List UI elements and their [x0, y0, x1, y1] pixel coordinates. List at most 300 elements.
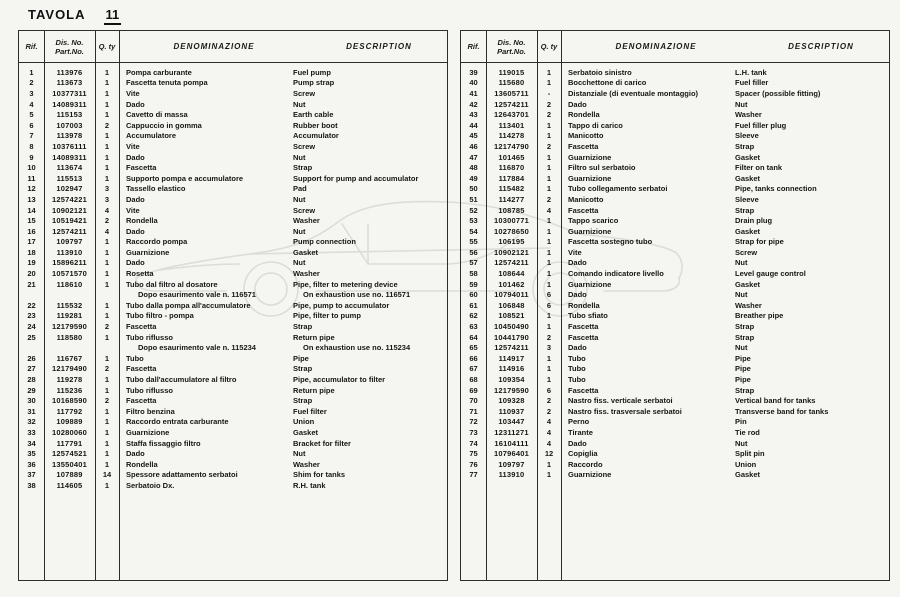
- page-number: 11: [104, 7, 122, 25]
- quantity: 1: [104, 152, 110, 162]
- description-text: Union: [293, 417, 315, 427]
- quantity: 6: [546, 290, 552, 300]
- ref-number: 25: [27, 332, 36, 342]
- col-header-qty: Q. ty: [98, 42, 116, 51]
- denominazione-text: Guarnizione: [568, 470, 612, 480]
- ref-number: 36: [27, 459, 36, 469]
- ref-number: 37: [27, 470, 36, 480]
- denominazione-text: Guarnizione: [568, 152, 612, 162]
- part-number: 117884: [498, 173, 525, 183]
- description-text: Nut: [293, 226, 306, 236]
- table-row: [19, 162, 447, 173]
- quantity: 1: [546, 67, 552, 77]
- quantity: 1: [104, 99, 110, 109]
- quantity: 1: [546, 78, 552, 88]
- denominazione-text: Comando indicatore livello: [568, 269, 664, 279]
- table-row: [19, 226, 447, 237]
- table-row: [461, 342, 889, 353]
- description-text: Gasket: [735, 152, 761, 162]
- part-number: 10902121: [52, 205, 87, 215]
- description-text: Nut: [735, 438, 748, 448]
- part-number: 109797: [56, 237, 83, 247]
- description-text: Washer: [293, 459, 320, 469]
- table-row: [461, 120, 889, 131]
- part-number: 12574211: [494, 343, 529, 353]
- table-row: [19, 205, 447, 216]
- part-number: 10794011: [494, 290, 529, 300]
- quantity: 1: [104, 385, 110, 395]
- quantity: 1: [104, 375, 110, 385]
- denominazione-text: Fascetta: [126, 163, 157, 173]
- part-number: 116767: [56, 353, 83, 363]
- ref-number: 1: [29, 67, 34, 77]
- ref-number: 24: [27, 322, 36, 332]
- ref-number: 15: [27, 216, 36, 226]
- description-text: Nut: [293, 258, 306, 268]
- table-row: [19, 247, 447, 258]
- ref-number: 41: [469, 88, 478, 98]
- denominazione-text: Bocchettone di carico: [568, 78, 647, 88]
- description-text: Tie rod: [735, 427, 760, 437]
- table-row: [461, 173, 889, 184]
- table-row: [19, 438, 447, 449]
- table-row: [461, 268, 889, 279]
- ref-number: 54: [469, 226, 478, 236]
- quantity: 14: [102, 470, 112, 480]
- description-text: Earth cable: [293, 110, 334, 120]
- ref-number: 71: [469, 406, 478, 416]
- column-divider: [561, 31, 562, 580]
- quantity: 1: [546, 364, 552, 374]
- quantity: 2: [546, 396, 552, 406]
- part-number: 106848: [498, 300, 525, 310]
- description-text: Washer: [293, 216, 320, 226]
- denominazione-text: Dado: [126, 194, 145, 204]
- description-note: On exhaustion use no. 116571: [303, 290, 411, 300]
- ref-number: 53: [469, 216, 478, 226]
- part-number: 12574211: [52, 226, 87, 236]
- part-number: 10376111: [52, 141, 87, 151]
- table-row: [461, 205, 889, 216]
- col-header-rif: Rif.: [467, 42, 480, 51]
- part-number: 103447: [498, 417, 525, 427]
- denominazione-text: Guarnizione: [568, 226, 612, 236]
- table-row: [461, 427, 889, 438]
- table-row: [461, 67, 889, 78]
- denominazione-text: Fascetta: [568, 385, 599, 395]
- table-row: [19, 141, 447, 152]
- table-row: [19, 311, 447, 322]
- parts-table-left: [18, 30, 448, 581]
- ref-number: 12: [27, 184, 36, 194]
- part-number: 114916: [498, 364, 525, 374]
- ref-number: 30: [27, 396, 36, 406]
- table-body: [19, 62, 447, 580]
- quantity: 1: [546, 131, 552, 141]
- quantity: 3: [104, 184, 110, 194]
- quantity: 1: [546, 311, 552, 321]
- quantity: 1: [546, 247, 552, 257]
- column-divider: [95, 31, 96, 580]
- quantity: 1: [104, 163, 110, 173]
- table-row: [461, 279, 889, 290]
- col-header-denominazione: DENOMINAZIONE: [173, 42, 255, 51]
- ref-number: 21: [27, 279, 36, 289]
- table-row: [461, 215, 889, 226]
- denominazione-text: Dado: [126, 258, 145, 268]
- table-row: [19, 215, 447, 226]
- denominazione-text: Fascetta: [126, 396, 157, 406]
- denominazione-text: Tubo sfiato: [568, 311, 608, 321]
- denominazione-text: Vite: [126, 205, 140, 215]
- part-number: 10168590: [52, 396, 87, 406]
- ref-number: 64: [469, 332, 478, 342]
- part-number: 114278: [498, 131, 525, 141]
- quantity: 1: [104, 427, 110, 437]
- denominazione-text: Tubo filtro - pompa: [126, 311, 194, 321]
- ref-number: 58: [469, 269, 478, 279]
- ref-number: 33: [27, 427, 36, 437]
- part-number: 114605: [56, 480, 83, 490]
- part-number: 10278650: [494, 226, 529, 236]
- ref-number: 7: [29, 131, 34, 141]
- part-number: 113673: [56, 78, 83, 88]
- part-number: 113976: [56, 67, 83, 77]
- column-divider: [44, 31, 45, 580]
- denominazione-text: Filtro benzina: [126, 406, 175, 416]
- description-text: Gasket: [735, 173, 761, 183]
- denominazione-text: Spessore adattamento serbatoi: [126, 470, 238, 480]
- description-text: Pipe, tanks connection: [735, 184, 817, 194]
- description-text: Pipe, filter to pump: [293, 311, 361, 321]
- quantity: 1: [104, 269, 110, 279]
- ref-number: 16: [27, 226, 36, 236]
- denominazione-text: Nastro fiss. verticale serbatoi: [568, 396, 673, 406]
- denominazione-text: Vite: [126, 88, 140, 98]
- denominazione-text: Dado: [126, 226, 145, 236]
- column-divider: [119, 31, 120, 580]
- description-text: Screw: [293, 205, 316, 215]
- part-number: 108644: [498, 269, 525, 279]
- part-number: 10450490: [494, 322, 529, 332]
- table-row: [19, 353, 447, 364]
- denominazione-text: Guarnizione: [568, 173, 612, 183]
- description-text: Pipe, accumulator to filter: [293, 375, 386, 385]
- description-text: Fuel filler plug: [735, 120, 787, 130]
- part-number: 109354: [498, 375, 525, 385]
- table-row: [19, 395, 447, 406]
- ref-number: 73: [469, 427, 478, 437]
- column-divider: [537, 31, 538, 580]
- table-row: [461, 237, 889, 248]
- ref-number: 8: [29, 141, 34, 151]
- denominazione-text: Fascetta: [568, 205, 599, 215]
- ref-number: 40: [469, 78, 478, 88]
- quantity: 1: [546, 216, 552, 226]
- ref-number: 68: [469, 375, 478, 385]
- quantity: 1: [104, 131, 110, 141]
- ref-number: 18: [27, 247, 36, 257]
- quantity: 12: [544, 449, 554, 459]
- denominazione-text: Supporto pompa e accumulatore: [126, 173, 244, 183]
- quantity: 1: [104, 449, 110, 459]
- description-text: Nut: [735, 290, 748, 300]
- col-header-part: Dis. No. Part.No.: [497, 37, 526, 56]
- description-text: Nut: [293, 152, 306, 162]
- denominazione-text: Staffa fissaggio filtro: [126, 438, 201, 448]
- table-row: [461, 448, 889, 459]
- ref-number: 62: [469, 311, 478, 321]
- description-text: R.H. tank: [293, 480, 326, 490]
- denominazione-text: Tassello elastico: [126, 184, 186, 194]
- part-number: 16104111: [494, 438, 529, 448]
- quantity: 1: [104, 258, 110, 268]
- denominazione-note: Dopo esaurimento vale n. 115234: [138, 343, 256, 353]
- quantity: 2: [546, 99, 552, 109]
- col-header-denominazione: DENOMINAZIONE: [615, 42, 697, 51]
- description-text: Level gauge control: [735, 269, 806, 279]
- table-header: [19, 31, 447, 63]
- table-row: [19, 268, 447, 279]
- denominazione-text: Cavetto di massa: [126, 110, 188, 120]
- ref-number: 39: [469, 67, 478, 77]
- part-number: 102947: [56, 184, 83, 194]
- quantity: 1: [104, 332, 110, 342]
- description-text: Nut: [735, 343, 748, 353]
- ref-number: 17: [27, 237, 36, 247]
- denominazione-text: Tubo collegamento serbatoi: [568, 184, 668, 194]
- denominazione-text: Tubo dalla pompa all'accumulatore: [126, 300, 251, 310]
- part-number: 101465: [498, 152, 525, 162]
- description-text: Filter on tank: [735, 163, 783, 173]
- ref-number: 60: [469, 290, 478, 300]
- part-number: 116870: [498, 163, 525, 173]
- table-row: [461, 470, 889, 481]
- page-title-label: TAVOLA: [28, 7, 86, 22]
- description-text: Strap: [735, 322, 755, 332]
- ref-number: 31: [27, 406, 36, 416]
- denominazione-text: Tubo dal filtro al dosatore: [126, 279, 218, 289]
- description-text: Screw: [293, 88, 316, 98]
- description-text: Pin: [735, 417, 747, 427]
- quantity: 1: [546, 353, 552, 363]
- table-row: [461, 364, 889, 375]
- table-row: [461, 311, 889, 322]
- denominazione-text: Raccordo entrata carburante: [126, 417, 229, 427]
- description-text: Strap: [293, 322, 313, 332]
- ref-number: 48: [469, 163, 478, 173]
- quantity: 1: [546, 258, 552, 268]
- part-number: 13605711: [494, 88, 529, 98]
- ref-number: 51: [469, 194, 478, 204]
- denominazione-text: Raccordo: [568, 459, 603, 469]
- ref-number: 72: [469, 417, 478, 427]
- ref-number: 63: [469, 322, 478, 332]
- quantity: 1: [546, 120, 552, 130]
- denominazione-text: Dado: [568, 343, 587, 353]
- quantity: 1: [546, 459, 552, 469]
- quantity: 1: [104, 279, 110, 289]
- table-row: [19, 321, 447, 332]
- col-header-description: DESCRIPTION: [788, 42, 854, 51]
- description-text: Nut: [293, 99, 306, 109]
- part-number: 108521: [498, 311, 525, 321]
- denominazione-text: Fascetta: [126, 322, 157, 332]
- denominazione-text: Distanziale (di eventuale montaggio): [568, 88, 699, 98]
- quantity: 1: [546, 322, 552, 332]
- ref-number: 69: [469, 385, 478, 395]
- part-number: 119281: [56, 311, 83, 321]
- ref-number: 70: [469, 396, 478, 406]
- part-number: 117792: [56, 406, 83, 416]
- denominazione-text: Cappuccio in gomma: [126, 120, 202, 130]
- part-number: 10571570: [52, 269, 87, 279]
- denominazione-text: Fascetta: [568, 332, 599, 342]
- quantity: 1: [546, 173, 552, 183]
- ref-number: 5: [29, 110, 34, 120]
- quantity: 1: [546, 470, 552, 480]
- table-row: [19, 427, 447, 438]
- quantity: 2: [546, 141, 552, 151]
- table-row: [19, 406, 447, 417]
- ref-number: 29: [27, 385, 36, 395]
- part-number: 14089311: [52, 152, 87, 162]
- quantity: -: [547, 88, 551, 98]
- description-text: Strap: [735, 141, 755, 151]
- column-divider: [486, 31, 487, 580]
- denominazione-text: Tubo riflusso: [126, 332, 173, 342]
- denominazione-text: Tubo dall'accumulatore al filtro: [126, 375, 237, 385]
- table-row: [461, 374, 889, 385]
- denominazione-text: Raccordo pompa: [126, 237, 188, 247]
- table-row: [461, 184, 889, 195]
- part-number: 12179490: [52, 364, 87, 374]
- table-row: [19, 67, 447, 78]
- denominazione-text: Guarnizione: [126, 427, 170, 437]
- ref-number: 2: [29, 78, 34, 88]
- ref-number: 14: [27, 205, 36, 215]
- quantity: 1: [104, 237, 110, 247]
- ref-number: 32: [27, 417, 36, 427]
- description-text: Screw: [735, 247, 758, 257]
- quantity: 1: [546, 152, 552, 162]
- part-number: 115153: [56, 110, 83, 120]
- part-number: 10902121: [494, 247, 529, 257]
- table-row: [19, 184, 447, 195]
- description-note: On exhaustion use no. 115234: [303, 343, 411, 353]
- quantity: 4: [104, 226, 110, 236]
- table-row: [19, 480, 447, 491]
- denominazione-text: Dado: [568, 258, 587, 268]
- description-text: Nut: [735, 258, 748, 268]
- part-number: 107003: [56, 120, 83, 130]
- table-row: [461, 226, 889, 237]
- part-number: 109328: [498, 396, 525, 406]
- quantity: 6: [546, 300, 552, 310]
- description-text: Gasket: [735, 226, 761, 236]
- page-title: [28, 7, 121, 22]
- ref-number: 65: [469, 343, 478, 353]
- description-text: Sleeve: [735, 131, 759, 141]
- part-number: 12311271: [494, 427, 529, 437]
- table-row: [19, 279, 447, 290]
- quantity: 1: [104, 311, 110, 321]
- part-number: 108785: [498, 205, 525, 215]
- quantity: 4: [546, 427, 552, 437]
- description-text: Strap: [735, 332, 755, 342]
- ref-number: 28: [27, 375, 36, 385]
- quantity: 1: [546, 269, 552, 279]
- col-header-description: DESCRIPTION: [346, 42, 412, 51]
- denominazione-note: Dopo esaurimento vale n. 116571: [138, 290, 256, 300]
- description-text: Washer: [735, 300, 762, 310]
- part-number: 109797: [498, 459, 525, 469]
- quantity: 1: [104, 67, 110, 77]
- denominazione-text: Pompa carburante: [126, 67, 192, 77]
- description-text: Shim for tanks: [293, 470, 346, 480]
- description-text: Return pipe: [293, 385, 335, 395]
- table-row: [461, 131, 889, 142]
- description-text: Accumulator: [293, 131, 339, 141]
- part-number: 14089311: [52, 99, 87, 109]
- table-row: [19, 88, 447, 99]
- description-text: Gasket: [293, 427, 319, 437]
- part-number: 113910: [56, 247, 83, 257]
- description-text: Pipe: [735, 364, 751, 374]
- description-text: Pump connection: [293, 237, 356, 247]
- table-row: [461, 321, 889, 332]
- description-text: Gasket: [735, 279, 761, 289]
- ref-number: 74: [469, 438, 478, 448]
- description-text: Pump strap: [293, 78, 335, 88]
- part-number: 117791: [56, 438, 83, 448]
- description-text: Rubber boot: [293, 120, 338, 130]
- ref-number: 19: [27, 258, 36, 268]
- denominazione-text: Rondella: [568, 110, 600, 120]
- part-number: 15896211: [52, 258, 87, 268]
- part-number: 12574221: [52, 194, 87, 204]
- quantity: 2: [546, 332, 552, 342]
- part-number: 119278: [56, 375, 83, 385]
- table-row: [19, 194, 447, 205]
- denominazione-text: Dado: [568, 99, 587, 109]
- part-number: 12574521: [52, 449, 87, 459]
- ref-number: 55: [469, 237, 478, 247]
- ref-number: 59: [469, 279, 478, 289]
- ref-number: 42: [469, 99, 478, 109]
- table-row: [461, 417, 889, 428]
- denominazione-text: Tirante: [568, 427, 593, 437]
- quantity: 1: [104, 353, 110, 363]
- description-text: Washer: [735, 110, 762, 120]
- description-text: L.H. tank: [735, 67, 767, 77]
- quantity: 4: [546, 417, 552, 427]
- part-number: 115680: [498, 78, 525, 88]
- denominazione-text: Tubo: [568, 353, 586, 363]
- quantity: 1: [104, 417, 110, 427]
- part-number: 110937: [498, 406, 525, 416]
- denominazione-text: Manicotto: [568, 194, 604, 204]
- ref-number: 45: [469, 131, 478, 141]
- part-number: 115236: [56, 385, 83, 395]
- description-text: Vertical band for tanks: [735, 396, 816, 406]
- table-row: [461, 438, 889, 449]
- denominazione-text: Rondella: [568, 300, 600, 310]
- table-row: [19, 448, 447, 459]
- ref-number: 56: [469, 247, 478, 257]
- part-number: 12574211: [494, 258, 529, 268]
- quantity: 3: [104, 194, 110, 204]
